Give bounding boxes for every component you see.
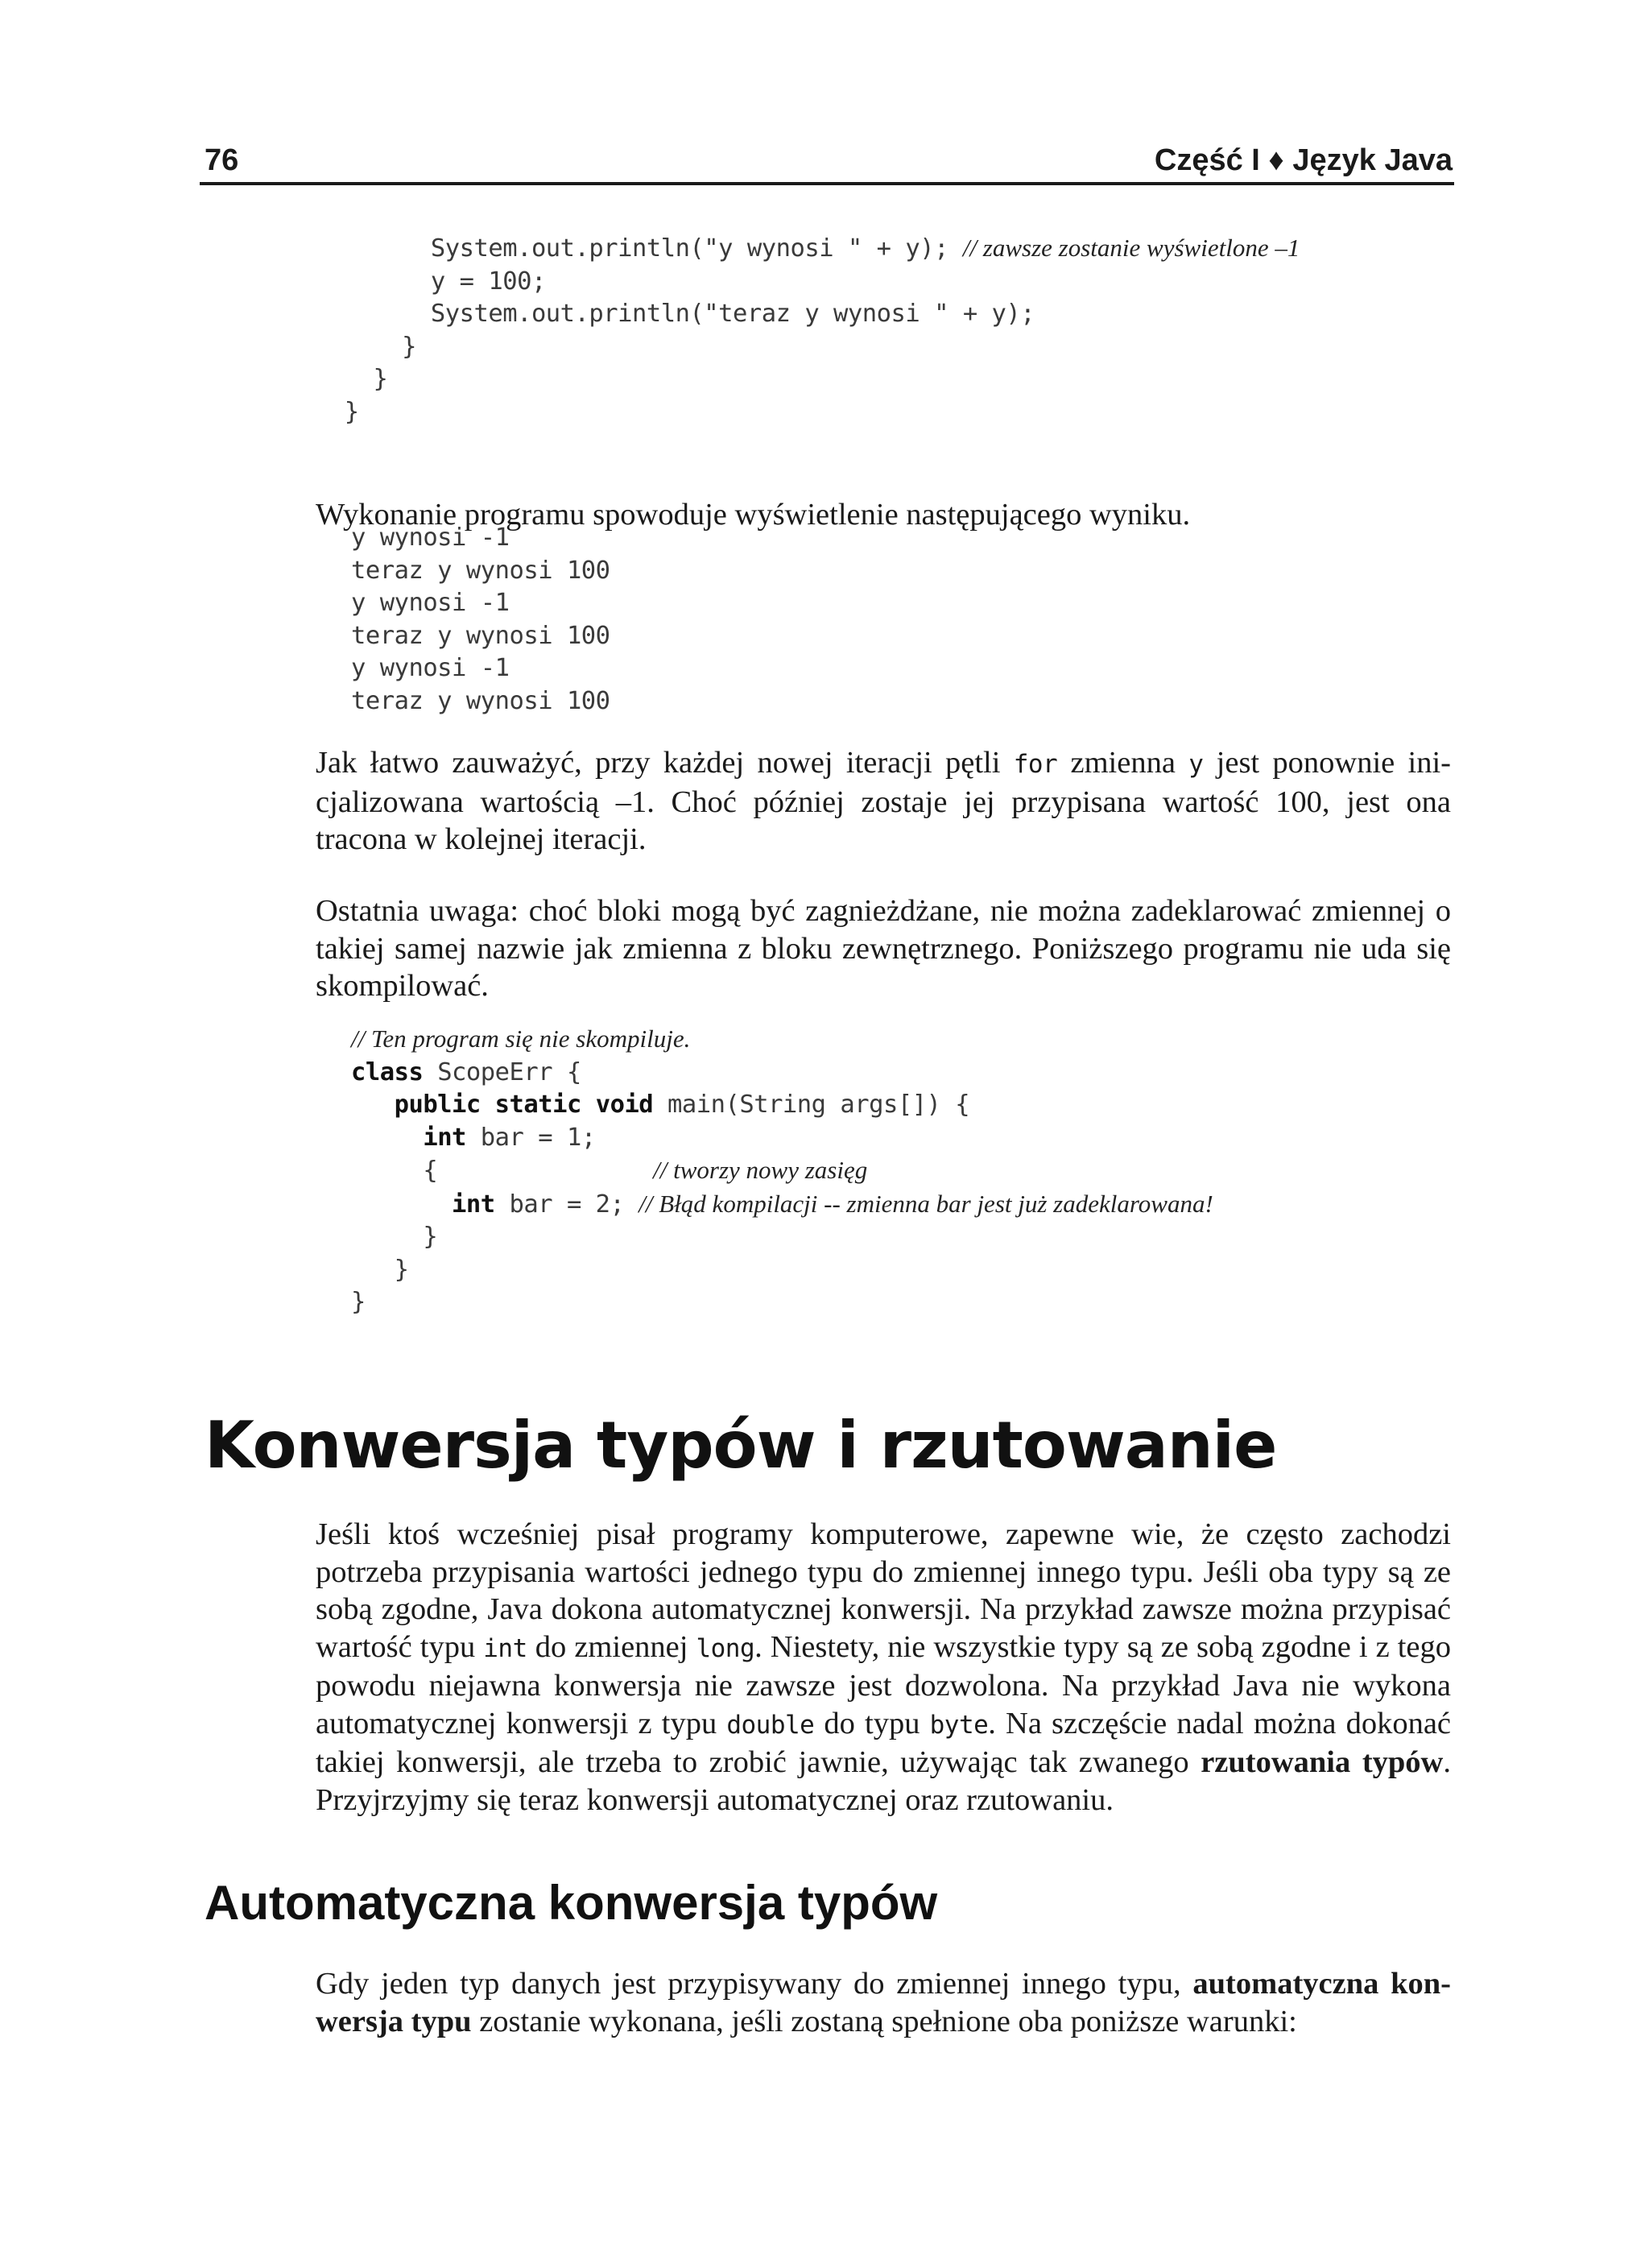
inline-code: byte [929,1710,989,1740]
subsection-heading: Automatyczna konwersja typów [205,1876,938,1930]
code-comment: // Błąd kompilacji -- zmienna bar jest już zadeklarowana! [639,1189,1213,1218]
inline-code: y [1188,750,1204,779]
paragraph: Jeśli ktoś wcześniej pisał programy komputerowe, zapewne wie, że często zachodzi potrzeba przypisania wartości jednego typu do zmiennej innego typu. Jeśli oba typy są ze sobą zgodne, Java dokona automatycznej konwersji. Na przykład zawsze można przypisać wartość typu int do zmiennej long. Niestety, nie wszystkie typy są ze sobą zgodne i z tego powodu niejawna konwersja nie zawsze jest dozwolona. Na przykład Java nie wykona automatycznej konwersji z typu double do typu byte. Na szczęście nadal można dokonać takiej konwersji, ale trzeba to zrobić jawnie, używając tak zwanego rzutowania typów. Przyjrzyjmy się teraz konwersji automatycznej oraz rzutowaniu. [316,1517,1451,1817]
inline-code: int [483,1633,527,1663]
inline-code: long [696,1633,755,1663]
inline-code: for [1013,750,1058,779]
paragraph: Ostatnia uwaga: choć bloki mogą być zagnieżdżane, nie można zadeklarować zmiennej o takiej samej nazwie jak zmienna z bloku zewnętrznego. Poniższego programu nie uda się skompilować. [316,894,1451,1003]
code-line: System.out.println("teraz y wynosi " + y); [316,300,1035,328]
running-header: Część I ♦ Język Java [1154,143,1453,177]
output-line: teraz y wynosi 100 [351,686,610,715]
code-line: } [316,397,359,426]
paragraph: Gdy jeden typ danych jest przypisywany do zmiennej innego typu, automatyczna konwersja typu zostanie wykonana, jeśli zostaną spełnione oba poniższe warunki: [316,1967,1451,2038]
header-rule [200,182,1454,185]
code-line: System.out.println("y wynosi " + y); [316,234,963,263]
output-line: y wynosi -1 [351,524,510,552]
page-number: 76 [205,143,239,177]
code-line: } [316,332,417,361]
output-line: y wynosi -1 [351,589,510,617]
code-comment: // Ten program się nie skompiluje. [351,1024,691,1053]
bold-term: automatyczna konwersja typu [316,1967,1451,2038]
code-block-scopeerr: // Ten program się nie skompiluje. class ScopeErr { public static void main(String args[]) { int bar = 1; { // tworzy nowy zasięg int bar = 2; // Błąd kompilacji -- zmienna bar jest już zadeklarowana! } } } [351,1024,1213,1316]
program-output [351,522,610,718]
output-line: y wynosi -1 [351,654,510,682]
code-comment: // zawsze zostanie wyświetlone –1 [962,234,1300,262]
paragraph: Jak łatwo zauważyć, przy każdej nowej iteracji pętli for zmienna y jest ponownie inicjalizowana wartością –1. Choć później zostaje jej przypisana wartość 100, jest ona tracona w kolejnej iteracji. [316,746,1451,856]
section-heading: Konwersja typów i rzutowanie [205,1408,1277,1483]
output-line: teraz y wynosi 100 [351,621,610,650]
code-block-continuation [316,232,1300,428]
code-line: } [316,365,388,393]
inline-code: double [726,1710,815,1740]
paragraph: Wykonanie programu spowoduje wyświetlenie następującego wyniku. [316,498,1191,532]
bold-term: rzutowania typów [1201,1745,1444,1779]
code-comment: // tworzy nowy zasięg [653,1156,868,1184]
output-line: teraz y wynosi 100 [351,556,610,585]
code-line: y = 100; [316,267,546,296]
